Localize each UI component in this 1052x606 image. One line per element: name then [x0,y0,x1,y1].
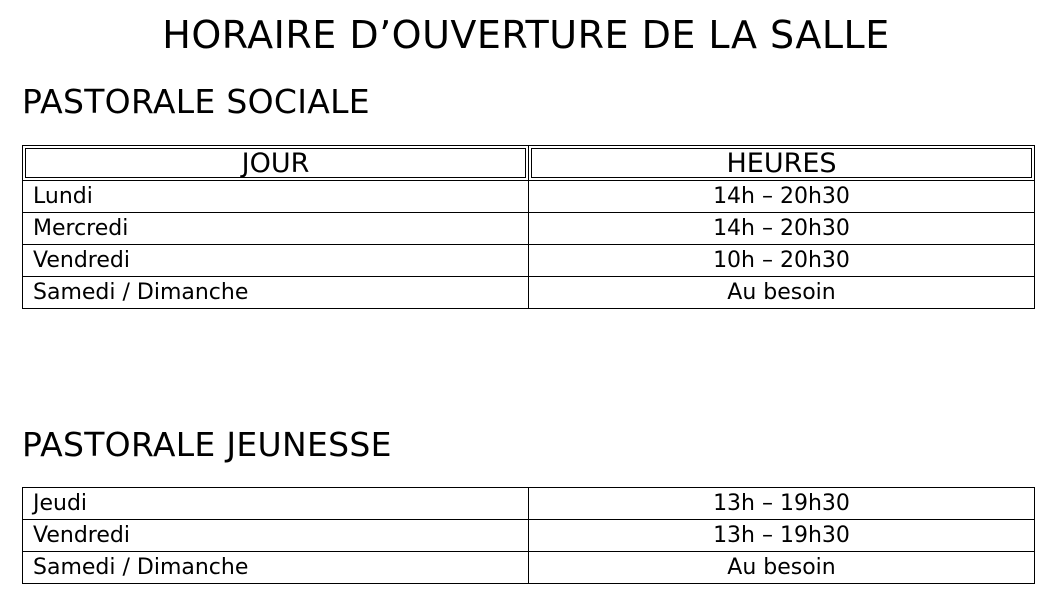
day-cell: Samedi / Dimanche [23,552,529,584]
column-header-day: JOUR [23,146,529,181]
day-cell: Vendredi [23,245,529,277]
hours-cell: 13h – 19h30 [529,520,1035,552]
table-row [23,181,1035,213]
day-cell: Jeudi [23,488,529,520]
column-header-hours: HEURES [529,146,1035,181]
schedule-table-jeunesse [22,487,1035,584]
day-cell: Mercredi [23,213,529,245]
section-title-pastorale-sociale: PASTORALE SOCIALE [22,82,370,121]
day-cell: Lundi [23,181,529,213]
hours-cell: 14h – 20h30 [529,213,1035,245]
hours-cell: Au besoin [529,277,1035,309]
hours-cell: Au besoin [529,552,1035,584]
table-row [23,552,1035,584]
table-row [23,520,1035,552]
table-row [23,245,1035,277]
table-row [23,488,1035,520]
table-header-row [23,146,1035,181]
table-row [23,213,1035,245]
hours-cell: 10h – 20h30 [529,245,1035,277]
section-title-pastorale-jeunesse: PASTORALE JEUNESSE [22,425,392,464]
day-cell: Samedi / Dimanche [23,277,529,309]
day-cell: Vendredi [23,520,529,552]
table-row [23,277,1035,309]
schedule-table-sociale [22,145,1035,309]
hours-cell: 13h – 19h30 [529,488,1035,520]
page-title: HORAIRE D’OUVERTURE DE LA SALLE [162,13,890,57]
hours-cell: 14h – 20h30 [529,181,1035,213]
